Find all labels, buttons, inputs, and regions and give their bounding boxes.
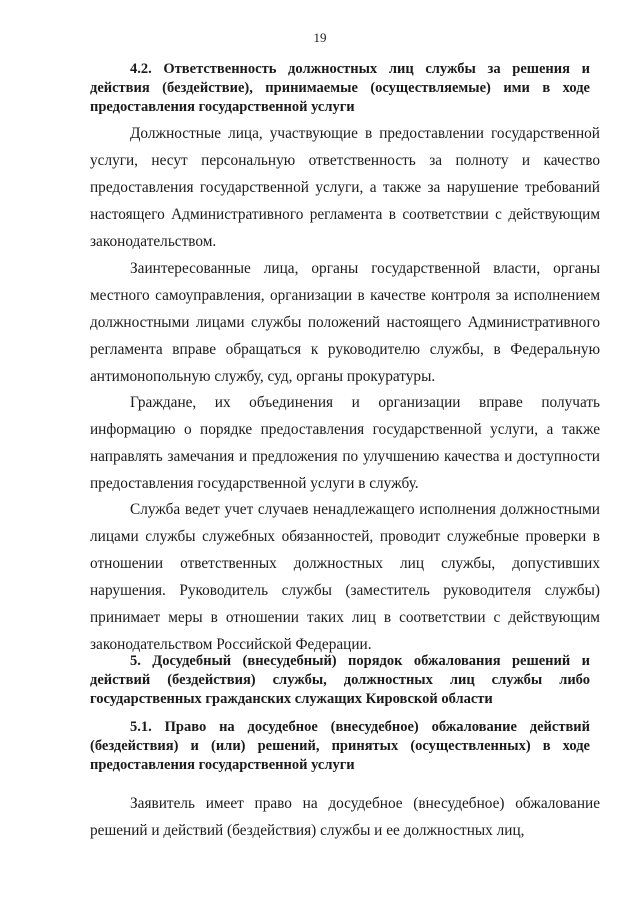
section-5-1-heading-text: 5.1. Право на досудебное (внесудебное) обжалование действий (бездействия) и (или) решений, принятых (осуществленных) в ходе предоставления государственной услуги xyxy=(90,719,590,773)
section-5-1-heading xyxy=(90,718,590,775)
page-number: 19 xyxy=(313,30,327,45)
paragraph-interested-parties: Заинтересованные лица, органы государственной власти, органы местного самоуправления, организации в качестве контроля за исполнением должностными лицами службы положений настоящего Административного регламента вправе обращаться к руководителю службы, в Федеральную антимонопольную службу, суд, органы прокуратуры. xyxy=(90,260,600,385)
section-4-2-heading xyxy=(90,60,590,117)
paragraph-responsibility: Должностные лица, участвующие в предоставлении государственной услуги, несут персональную ответственность за полноту и качество предоставления государственной услуги, а также за нарушение требований настоящего Административного регламента в соответствии с действующим законодательством. xyxy=(90,125,600,250)
paragraph-service-records: Служба ведет учет случаев ненадлежащего исполнения должностными лицами службы служебных обязанностей, проводит служебные проверки в отношении ответственных должностных лиц службы, допустивших нарушения. Руководитель службы (заместитель руководителя службы) принимает меры в отношении таких лиц в соответствии с действующим законодательством Российской Федерации. xyxy=(90,501,600,653)
paragraph-citizens: Граждане, их объединения и организации вправе получать информацию о порядке предоставления государственной услуги, а также направлять замечания и предложения по улучшению качества и доступности предоставления государственной услуги в службу. xyxy=(90,394,600,492)
section-5-heading-text: 5. Досудебный (внесудебный) порядок обжалования решений и действий (бездействия) службы, должностных лиц службы либо государственных гражданских служащих Кировской области xyxy=(90,653,590,707)
section-5-heading xyxy=(90,652,590,709)
paragraph-appeal-right: Заявитель имеет право на досудебное (внесудебное) обжалование решений и действий (бездействия) службы и ее должностных лиц, xyxy=(90,795,600,839)
section-4-2-heading-text: 4.2. Ответственность должностных лиц службы за решения и действия (бездействие), принимаемые (осуществляемые) ими в ходе предоставления государственной услуги xyxy=(90,61,590,115)
